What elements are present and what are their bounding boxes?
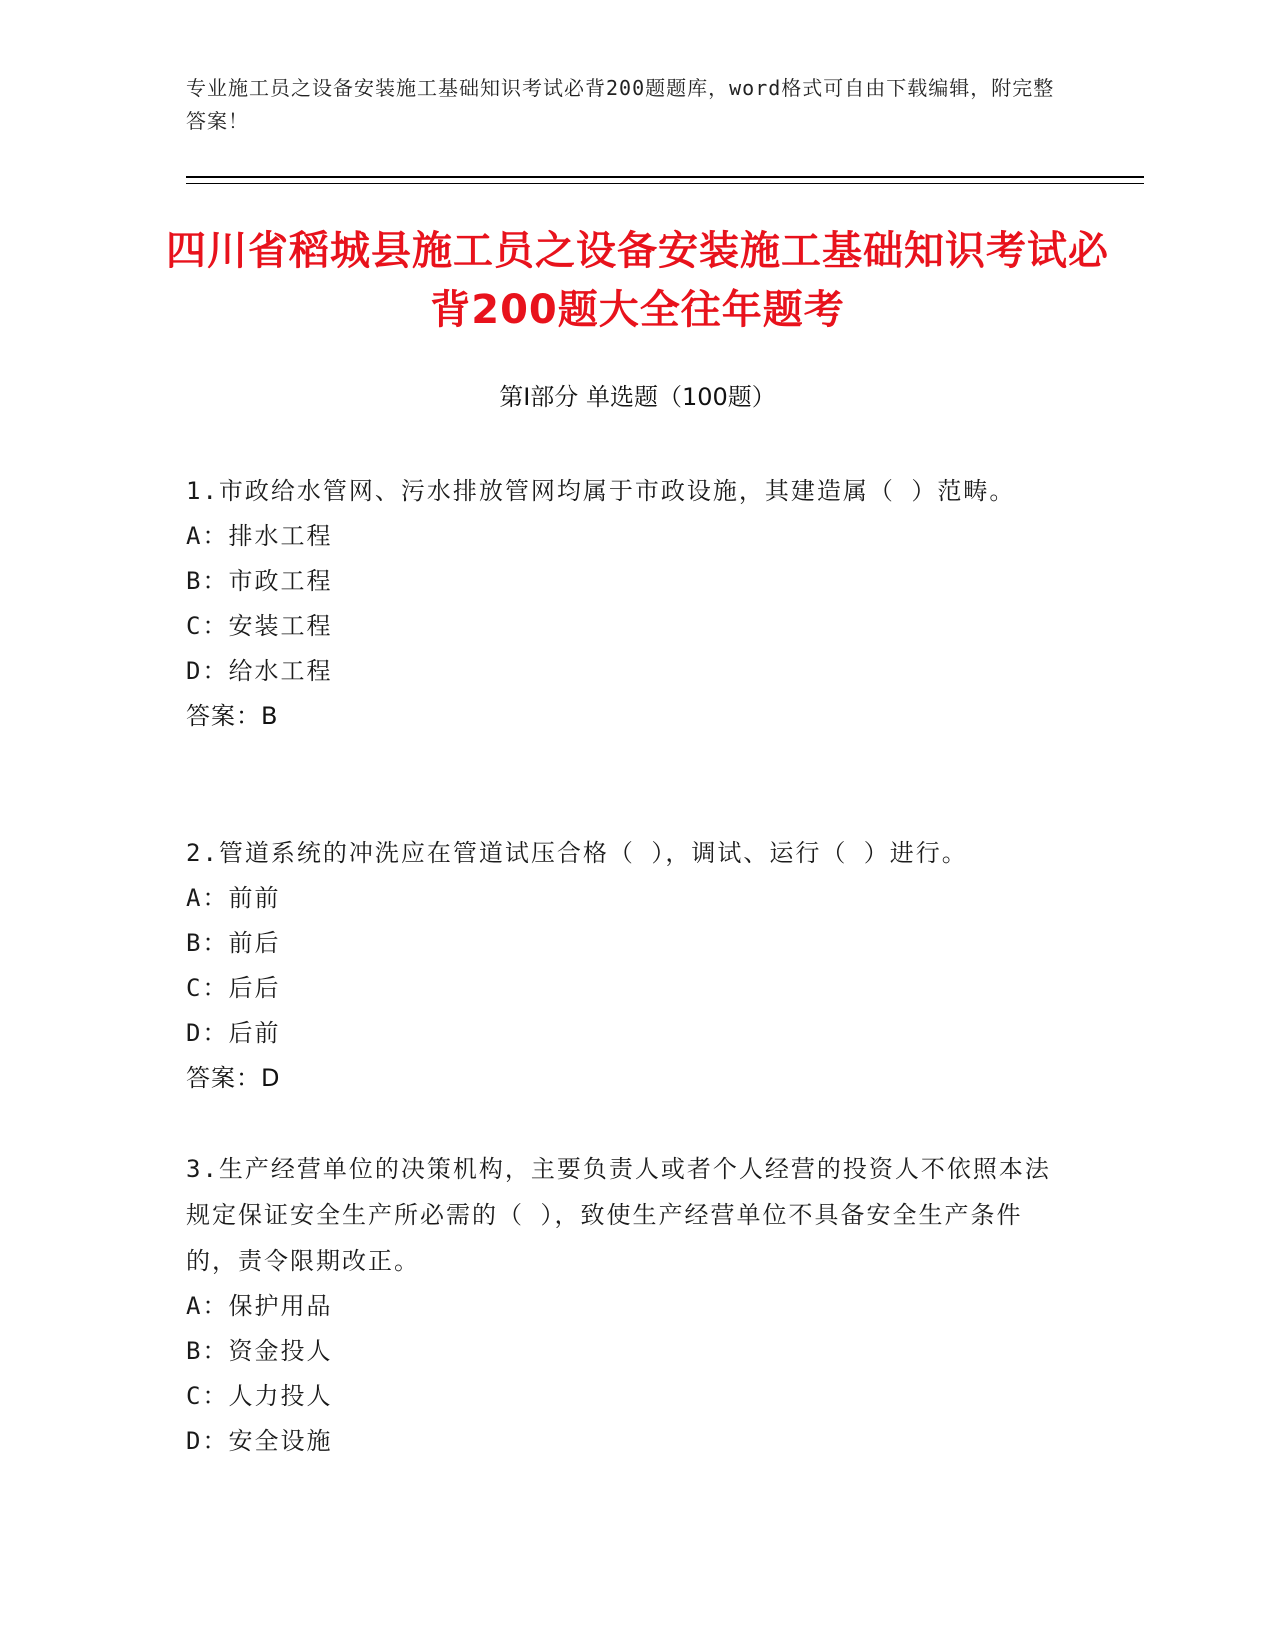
option-d: D：给水工程 xyxy=(186,657,333,685)
answer-line: 答案：B xyxy=(186,702,279,730)
option-c: C：安装工程 xyxy=(186,612,333,640)
option-b: B：市政工程 xyxy=(186,567,333,595)
question-stem: 2.管道系统的冲洗应在管道试压合格（ ），调试、运行（ ）进行。 xyxy=(186,839,968,867)
option-d: D：后前 xyxy=(186,1019,281,1047)
question-stem: 3.生产经营单位的决策机构，主要负责人或者个人经营的投资人不依照本法规定保证安全生产所必需的（ ），致使生产经营单位不具备安全生产条件的，责令限期改正。 xyxy=(186,1155,1051,1275)
header-note: 专业施工员之设备安装施工基础知识考试必背200题题库，word格式可自由下载编辑，附完整答案！ xyxy=(186,76,1055,133)
question-3 xyxy=(186,1146,1066,1464)
option-c: C：人力投人 xyxy=(186,1382,333,1410)
header-divider-thin xyxy=(186,183,1144,184)
option-a: A：排水工程 xyxy=(186,522,333,550)
option-b: B：资金投人 xyxy=(186,1337,333,1365)
section-heading: 第Ⅰ部分 单选题（100题） xyxy=(499,383,776,411)
option-b: B：前后 xyxy=(186,929,281,957)
header-divider-thick xyxy=(186,176,1144,178)
question-1 xyxy=(186,468,1066,739)
option-a: A：前前 xyxy=(186,884,281,912)
question-2 xyxy=(186,830,1066,1101)
document-title: 四川省稻城县施工员之设备安装施工基础知识考试必背200题大全往年题考 xyxy=(166,228,1109,333)
question-stem: 1.市政给水管网、污水排放管网均属于市政设施，其建造属（ ）范畴。 xyxy=(186,477,1016,505)
option-c: C：后后 xyxy=(186,974,281,1002)
option-a: A：保护用品 xyxy=(186,1292,333,1320)
answer-line: 答案：D xyxy=(186,1064,281,1092)
option-d: D：安全设施 xyxy=(186,1427,333,1455)
